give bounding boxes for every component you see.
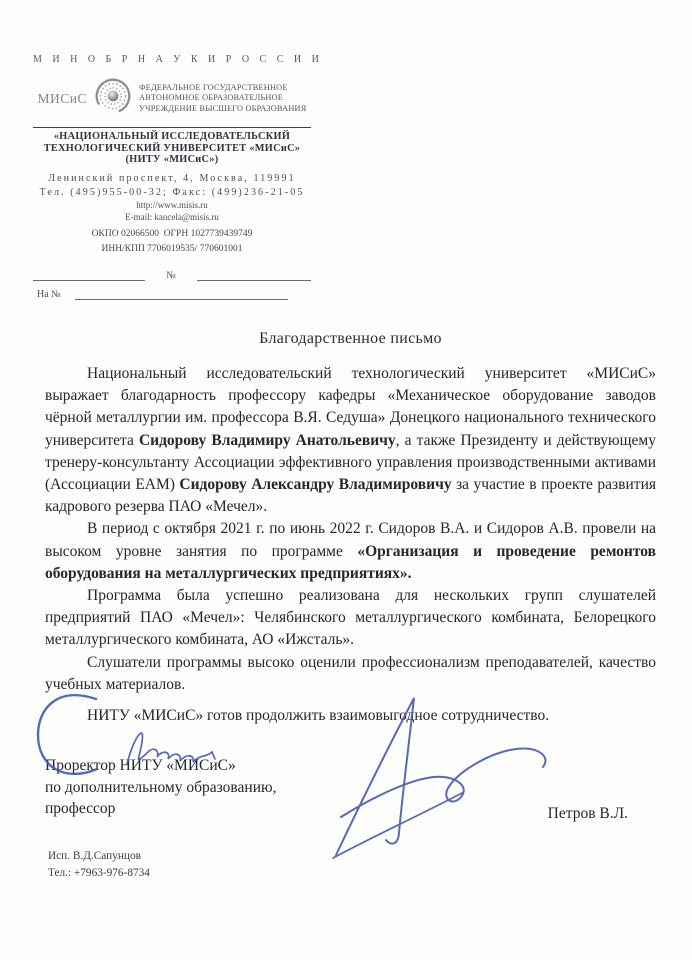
signoff-position-line: по дополнительному образованию, — [45, 778, 277, 796]
university-name-line: ТЕХНОЛОГИЧЕСКИЙ УНИВЕРСИТЕТ «МИСиС» — [43, 142, 301, 154]
paragraph-gratitude: Национальный исследовательский технологический университет «МИСиС» выражает благодарность профессору кафедры «Механическое оборудование заводов чёрной металлургии им. профессора В.Я. Седуша» Донецкого национального технического университета Сидорову Владимиру Анатольевичу, а также Президенту и действующему тренеру-консультанту Ассоциации эффективного управления производственными активами (Ассоциации ЕАМ) Сидорову Александру Владимировичу за участие в проекте развития кадрового резерва ПАО «Мечел». — [45, 365, 656, 516]
ref-on-blank — [75, 288, 288, 300]
org-type-lines — [139, 83, 306, 115]
university-name-line: «НАЦИОНАЛЬНЫЙ ИССЛЕДОВАТЕЛЬСКИЙ — [53, 131, 291, 142]
ref-number-blank — [197, 269, 311, 281]
paragraph-feedback: Слушатели программы высоко оценили профессионализм преподавателей, качество учебных материалов. — [45, 653, 656, 693]
letter-body — [45, 330, 656, 727]
ministry-line: М И Н О Б Р Н А У К И Р О С С И И — [33, 54, 323, 65]
okpo-ogrn-line: ОКПО 02066500 ОГРН 1027739439749 — [91, 228, 253, 239]
ref-number-label: № — [166, 269, 176, 281]
org-type-line: ФЕДЕРАЛЬНОЕ ГОСУДАРСТВЕННОЕ — [139, 82, 288, 92]
ref-number-row — [33, 269, 311, 281]
executor-name: Исп. В.Д.Сапунцов — [48, 850, 141, 862]
paragraph-closing: НИТУ «МИСиС» готов продолжить взаимовыгодное сотрудничество. — [87, 707, 550, 725]
ref-on-label: На № — [37, 288, 61, 300]
signoff-position-line: Проректор НИТУ «МИСиС» — [45, 757, 236, 774]
signer-name: Петров В.Л. — [547, 805, 628, 822]
ref-on-row — [33, 288, 311, 300]
executor-block — [48, 848, 150, 882]
address-line: Ленинский проспект, 4, Москва, 119991 — [48, 172, 296, 184]
letter-title: Благодарственное письмо — [259, 330, 442, 347]
paragraph-program-groups: Программа была успешно реализована для нескольких групп слушателей предприятий ПАО «Мечел»: Челябинского металлургического комбината, Белорецкого металлургического комбината, АО «Ижсталь». — [45, 587, 656, 649]
misis-logo-text: МИСиС — [37, 90, 88, 106]
paragraph-program-period: В период с октября 2021 г. по июнь 2022 г. Сидоров В.А. и Сидоров А.В. провели на высоком уровне занятия по программе «Организация и проведение ремонтов оборудования на металлургических предприятиях». — [45, 520, 656, 582]
signoff-position-line: профессор — [45, 800, 116, 817]
inn-kpp-line: ИНН/КПП 7706019535/ 770601001 — [101, 243, 243, 254]
signoff-block — [45, 755, 656, 820]
executor-phone: Тел.: +7963-976-8734 — [48, 867, 150, 879]
phone-fax-line: Тел. (495)955-00-32; Факс: (499)236-21-05 — [39, 186, 305, 198]
logo-row — [33, 73, 311, 124]
website-line: http://www.misis.ru — [136, 199, 208, 210]
org-type-line: АВТОНОМНОЕ ОБРАЗОВАТЕЛЬНОЕ — [139, 93, 284, 103]
letterhead-divider — [33, 127, 311, 128]
letterhead — [33, 54, 323, 300]
misis-logo-icon — [90, 73, 136, 124]
university-name-line: (НИТУ «МИСиС») — [125, 154, 219, 166]
email-line: E-mail: kancela@misis.ru — [125, 212, 219, 223]
ref-date-blank — [33, 269, 145, 281]
org-type-line: УЧРЕЖДЕНИЕ ВЫСШЕГО ОБРАЗОВАНИЯ — [139, 103, 307, 113]
